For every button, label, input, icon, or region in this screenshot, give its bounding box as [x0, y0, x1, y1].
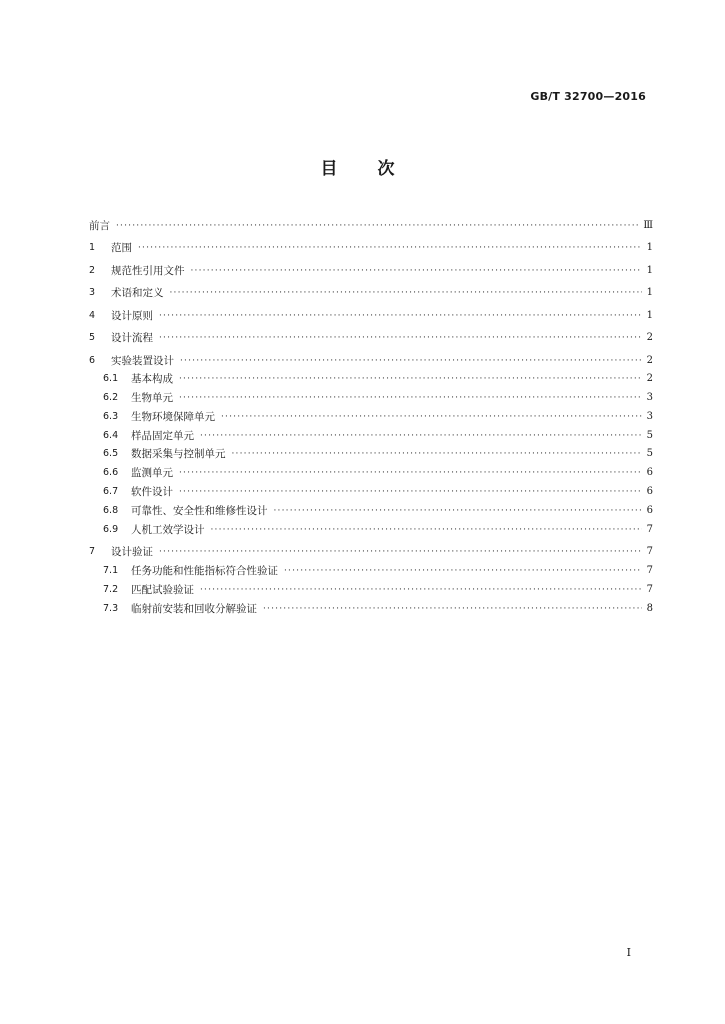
toc-dot-leader [159, 545, 642, 559]
toc-entry-label: 生物环境保障单元 [131, 410, 215, 423]
table-of-contents [89, 210, 653, 616]
toc-entry-number: 7.2 [103, 583, 119, 595]
toc-entry[interactable] [89, 345, 653, 368]
toc-entry[interactable] [89, 233, 653, 256]
page-number: I [626, 946, 631, 959]
toc-entry-label: 范围 [111, 242, 132, 254]
toc-dot-leader [179, 391, 642, 405]
toc-entry-page: 3 [646, 410, 653, 422]
toc-dot-leader [200, 429, 642, 443]
toc-entry-page: 2 [646, 354, 653, 366]
toc-entry[interactable] [89, 578, 653, 597]
toc-entry-page: 7 [646, 523, 653, 535]
toc-entry-label: 任务功能和性能指标符合性验证 [131, 564, 278, 577]
toc-entry-number: 1 [89, 242, 96, 253]
toc-entry-page: 7 [646, 564, 653, 576]
toc-entry-page: 5 [646, 429, 653, 441]
toc-dot-leader [200, 583, 642, 597]
toc-dot-leader [191, 264, 643, 278]
toc-dot-leader [159, 331, 642, 345]
toc-dot-leader [232, 447, 643, 461]
toc-entry-page: Ⅲ [643, 219, 653, 231]
toc-dot-leader [263, 602, 642, 616]
toc-entry-label: 软件设计 [131, 486, 173, 499]
toc-entry[interactable] [89, 368, 653, 387]
toc-entry-page: 1 [646, 242, 653, 253]
toc-dot-leader [221, 410, 642, 424]
toc-entry[interactable] [89, 518, 653, 537]
toc-entry-page: 1 [646, 287, 653, 298]
toc-entry-number: 6.7 [103, 486, 119, 498]
toc-entry-number: 4 [89, 309, 96, 321]
toc-entry-label: 数据采集与控制单元 [131, 448, 226, 461]
toc-entry-number: 6.2 [103, 392, 119, 404]
toc-entry[interactable] [89, 300, 653, 323]
toc-entry-page: 7 [646, 583, 653, 595]
toc-entry[interactable] [89, 480, 653, 499]
toc-entry[interactable] [89, 255, 653, 278]
toc-dot-leader [284, 564, 642, 578]
toc-entry-label: 样品固定单元 [131, 429, 194, 442]
toc-entry[interactable] [89, 323, 653, 346]
toc-entry-label: 设计流程 [111, 332, 153, 344]
toc-entry-page: 2 [646, 373, 653, 385]
toc-title: 目次 [320, 159, 435, 179]
toc-entry-number: 6.4 [103, 429, 119, 441]
toc-dot-leader [170, 286, 643, 300]
toc-entry[interactable] [89, 443, 653, 462]
toc-entry-label: 监测单元 [131, 467, 173, 480]
toc-dot-leader [138, 241, 642, 255]
toc-entry-label: 实验装置设计 [111, 354, 174, 367]
toc-entry-label: 前言 [89, 219, 110, 232]
toc-entry-label: 生物单元 [131, 392, 173, 405]
toc-entry[interactable] [89, 278, 653, 301]
toc-entry-number: 3 [89, 287, 96, 298]
toc-entry-number: 6.5 [103, 448, 119, 460]
toc-entry-label: 人机工效学设计 [131, 523, 205, 536]
toc-entry-label: 术语和定义 [111, 287, 164, 299]
toc-dot-leader [180, 354, 642, 368]
toc-dot-leader [274, 504, 643, 518]
toc-entry-number: 6 [89, 354, 96, 366]
toc-entry[interactable] [89, 559, 653, 578]
toc-entry-label: 设计原则 [111, 309, 153, 322]
toc-entry-page: 6 [646, 486, 653, 498]
toc-entry-label: 匹配试验验证 [131, 583, 194, 596]
toc-entry[interactable] [89, 210, 653, 233]
toc-entry-page: 7 [646, 546, 653, 558]
toc-entry-page: 3 [646, 392, 653, 404]
toc-entry[interactable] [89, 405, 653, 424]
toc-entry-label: 基本构成 [131, 373, 173, 386]
toc-dot-leader [211, 523, 643, 537]
toc-dot-leader [116, 219, 640, 233]
toc-entry-page: 5 [646, 448, 653, 460]
toc-entry[interactable] [89, 537, 653, 560]
toc-entry-number: 6.9 [103, 523, 119, 535]
toc-entry-number: 6.1 [103, 373, 119, 385]
toc-entry[interactable] [89, 424, 653, 443]
toc-entry[interactable] [89, 597, 653, 616]
toc-entry-label: 临射前安装和回收分解验证 [131, 602, 257, 615]
toc-entry[interactable] [89, 386, 653, 405]
toc-entry-number: 6.6 [103, 467, 119, 479]
toc-dot-leader [159, 309, 642, 323]
toc-entry-number: 5 [89, 332, 96, 343]
toc-dot-leader [179, 485, 642, 499]
toc-entry-number: 6.3 [103, 410, 119, 422]
toc-entry-page: 8 [646, 602, 653, 614]
toc-entry-number: 2 [89, 264, 96, 276]
toc-entry-page: 1 [646, 264, 653, 276]
toc-entry[interactable] [89, 499, 653, 518]
toc-dot-leader [179, 466, 642, 480]
toc-entry-label: 设计验证 [111, 546, 153, 559]
toc-entry[interactable] [89, 461, 653, 480]
toc-entry-page: 1 [646, 309, 653, 321]
toc-entry-page: 6 [646, 504, 653, 516]
toc-entry-number: 7.1 [103, 564, 119, 576]
toc-dot-leader [179, 372, 642, 386]
toc-entry-number: 7 [89, 546, 96, 558]
toc-entry-number: 7.3 [103, 602, 119, 614]
toc-entry-label: 可靠性、安全性和维修性设计 [131, 504, 268, 517]
toc-entry-page: 2 [646, 332, 653, 343]
toc-entry-page: 6 [646, 467, 653, 479]
toc-entry-number: 6.8 [103, 504, 119, 516]
toc-entry-label: 规范性引用文件 [111, 264, 185, 277]
standard-code: GB/T 32700—2016 [530, 90, 646, 103]
